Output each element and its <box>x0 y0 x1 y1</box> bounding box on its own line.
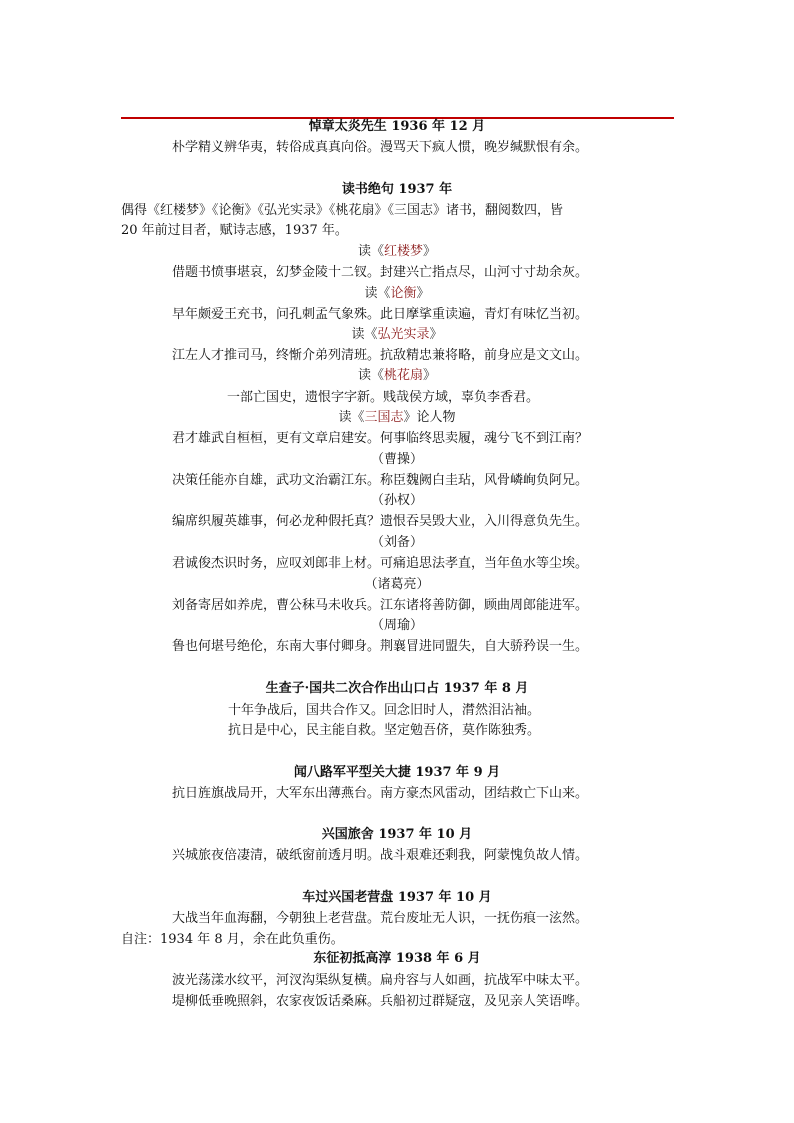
book-heading: 读《三国志》论人物 <box>338 410 456 425</box>
figure-name: （孙权） <box>370 493 423 508</box>
poem-line: 抗日是中心，民主能自救。坚定勉吾侪，莫作陈独秀。 <box>228 723 541 738</box>
poem-title: 生查子·国共二次合作出山口占 1937 年 8 月 <box>265 681 529 696</box>
book-heading: 读《论衡》 <box>364 286 430 301</box>
poem-preface: 偶得《红楼梦》《论衡》《弘光实录》《桃花扇》《三国志》诸书，翻阅数四，皆 <box>121 203 564 218</box>
book-link[interactable]: 论衡 <box>390 286 417 301</box>
poem-line: 十年争战后，国共合作又。回念旧时人，潸然泪沾袖。 <box>228 703 541 718</box>
book-link[interactable]: 红楼梦 <box>383 244 423 259</box>
poem-line: 兴城旅夜倍凄清，破纸窗前透月明。战斗艰难还剩我，阿蒙愧负故人情。 <box>172 848 589 863</box>
poem-line: 波光荡漾水纹平，河汊沟渠纵复横。扁舟容与人如画，抗战军中味太平。 <box>172 973 589 988</box>
book-heading: 读《红楼梦》 <box>357 244 437 259</box>
book-link[interactable]: 三国志 <box>364 410 404 425</box>
figure-name: （曹操） <box>370 452 423 467</box>
poem-line: 早年颇爱王充书，问孔刺孟气象殊。此日摩挲重读遍，青灯有味忆当初。 <box>172 307 589 322</box>
poem-title: 东征初抵高淳 1938 年 6 月 <box>313 951 481 966</box>
poem-title: 悼章太炎先生 1936 年 12 月 <box>308 119 486 134</box>
poem-preface: 20 年前过目者，赋诗志感，1937 年。 <box>121 223 348 238</box>
poem-line: 鲁也何堪号绝伦，东南大事付卿身。荆襄冒进同盟失，自大骄矜误一生。 <box>172 639 589 654</box>
poem-line: 堤柳低垂晚照斜，农家夜饭话桑麻。兵船初过群疑寇，及见亲人笑语哗。 <box>172 994 589 1009</box>
book-heading: 读《弘光实录》 <box>351 327 443 342</box>
poem-line: 抗日旌旗战局开，大军东出薄燕台。南方豪杰风雷动，团结救亡下山来。 <box>172 786 589 801</box>
poem-line: 编席织履英雄事，何必龙种假托真？遗恨吞吴毁大业，入川得意负先生。 <box>172 514 589 529</box>
figure-name: （刘备） <box>370 535 423 550</box>
poem-line: 江左人才推司马，终惭介弟列清班。抗敌精忠兼将略，前身应是文文山。 <box>172 348 589 363</box>
poem-line: 借题书愤事堪哀，幻梦金陵十二钗。封建兴亡指点尽，山河寸寸劫余灰。 <box>172 265 589 280</box>
poem-line: 刘备寄居如养虎，曹公秣马未收兵。江东诸将善防御，顾曲周郎能进军。 <box>172 598 589 613</box>
book-heading: 读《桃花扇》 <box>357 368 437 383</box>
poem-line: 朴学精义辨华夷，转俗成真真向俗。漫骂天下疯人惯，晚岁缄默恨有余。 <box>172 140 589 155</box>
poem-title: 车过兴国老营盘 1937 年 10 月 <box>302 890 492 905</box>
book-link[interactable]: 弘光实录 <box>377 327 430 342</box>
figure-name: （周瑜） <box>370 618 423 633</box>
poem-title: 读书绝句 1937 年 <box>341 182 453 197</box>
poem-title: 闻八路军平型关大捷 1937 年 9 月 <box>293 765 501 780</box>
poem-line: 大战当年血海翻，今朝独上老营盘。荒台废址无人识，一抚伤痕一泫然。 <box>172 911 589 926</box>
poem-line: 君才雄武自桓桓，更有文章启建安。何事临终思卖履，魂兮飞不到江南？ <box>172 431 589 446</box>
poem-line: 君诚俊杰识时务，应叹刘郎非上材。可痛追思法孝直，当年鱼水等尘埃。 <box>172 556 589 571</box>
poem-title: 兴国旅舍 1937 年 10 月 <box>321 827 473 842</box>
poem-note: 自注：1934 年 8 月，余在此负重伤。 <box>121 932 344 947</box>
poem-line: 决策任能亦自雄，武功文治霸江东。称臣魏阙白圭玷，风骨嶙峋负阿兄。 <box>172 473 589 488</box>
poem-line: 一部亡国史，遗恨字字新。贱哉侯方域，辜负李香君。 <box>227 390 540 405</box>
book-link[interactable]: 桃花扇 <box>383 368 423 383</box>
figure-name: （诸葛亮） <box>364 577 430 592</box>
